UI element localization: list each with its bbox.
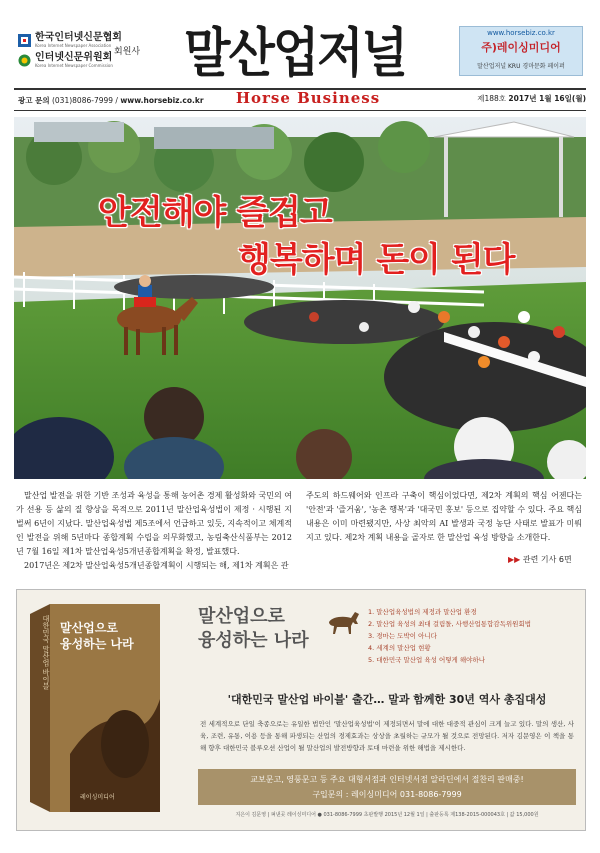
article-column-2	[306, 489, 582, 545]
section-title: Horse Business	[235, 89, 381, 107]
headline-line-1: 안전해야 즐겁고	[98, 193, 332, 233]
association-2-logo-icon	[18, 54, 31, 67]
ad-buy-line: 교보문고, 영풍문고 등 주요 대형서점과 인터넷서점 알라딘에서 절찬리 판매중!	[250, 775, 524, 784]
ad-chapter-list	[368, 606, 531, 666]
article-paragraph: 주도의 하드웨어와 인프라 구축이 핵심이었다면, 제2차 계획의 핵심 어젠다는 '안전'과 '즐거움', '농촌 행복'과 '대국민 홍보' 등으로 집약할 수 있다. 주요 핵심 내용은 이미 마련됐지만, 사상 최악의 AI 발생과 국정 농단 사태로 발표가 미뤄지고 있다. 제2차 계획 내용을 골자로 한 말산업 육성 방향을 소개한다.	[306, 491, 582, 542]
member-label: 회원사	[114, 47, 141, 57]
arrow-right-icon: ▶▶	[508, 555, 521, 564]
issue-date: 2017년 1월 16일(월)	[508, 94, 586, 103]
ad-chapter-item: 3. 경마는 도박이 아니다	[368, 632, 437, 640]
association-2-name: 인터넷신문위원회	[35, 51, 113, 63]
banner-sub: 말산업저널 KRU 경마문화 페이퍼	[477, 63, 565, 70]
book-spine-text: 대한민국 말산업 바이블	[42, 615, 50, 690]
association-1-logo-icon	[18, 34, 31, 47]
banner-brand: 주)레이싱미디어	[481, 41, 561, 54]
related-article-label: 관련 기사 6면	[522, 555, 572, 564]
association-1-en: Korea Internet Newspaper Association	[35, 42, 112, 48]
article-paragraph: 2017년은 제2차 말산업육성5개년종합계획이 시행되는 해, 제1차 계획은 관	[24, 561, 289, 570]
issue-number: 제188호	[477, 94, 507, 103]
ad-chapter-item: 5. 대한민국 말산업 육성 어떻게 해야하나	[368, 656, 485, 664]
ad-title-2: 융성하는 나라	[198, 630, 309, 651]
site-link[interactable]: www.horsebiz.co.kr	[120, 95, 204, 105]
masthead-title: 말산업저널	[184, 22, 406, 85]
ad-chapter-item: 1. 말산업육성법의 제정과 말산업 환경	[368, 608, 477, 616]
related-article-link[interactable]	[508, 554, 572, 565]
cover-photo	[14, 117, 586, 479]
racetrack-scene	[14, 117, 586, 479]
ad-purchase-box	[198, 769, 576, 805]
issue-info	[477, 93, 586, 104]
association-1-name: 한국인터넷신문협회	[35, 31, 122, 43]
article-paragraph: 말산업 발전을 위한 기반 조성과 육성을 통해 농어촌 경제 활성화와 국민의 여가 선용 등 삶의 질 향상을 목적으로 2011년 말산업육성법이 제정 · 시행된 지 벌써 6년이 지났다. 말산업육성법 제5조에서 언급하고 있듯, 지속적이고 체계적인 발전을 위해 5년마다 종합계획 수립을 의무화했고, 농림축산식품부는 2012년 7월 16일 제1차 말산업육성5개년종합계획을 확정, 발표했다.	[16, 491, 292, 556]
book-cover-title-2: 융성하는 나라	[60, 637, 134, 651]
ad-title	[198, 605, 309, 653]
book-publisher: 레이싱미디어	[80, 794, 115, 801]
ad-inquiry-phone: (031)8086-7999	[51, 95, 114, 105]
ad-title-1: 말산업으로	[198, 606, 285, 627]
horse-icon	[325, 608, 363, 636]
headline-line-2: 행복하며 돈이 된다	[238, 240, 515, 280]
ad-inquiry: 광고 문의 (031)8086-7999 / www.horsebiz.co.kr	[18, 95, 204, 105]
book-cover-title	[60, 620, 134, 652]
ad-chapter-item: 4. 세계의 말산업 현황	[368, 644, 431, 652]
association-2-en: Korea Internet Newspaper Commission	[35, 62, 113, 68]
racing-media-banner[interactable]	[459, 26, 583, 76]
ad-headline: '대한민국 말산업 바이블' 출간… 말과 함께한 30년 역사 총집대성	[227, 693, 547, 706]
ad-footer: 지은이 김문영 | 펴낸곳 레이싱미디어 ● 031-8086-7999 초판발행 2015년 12월 1일 | 출판등록 제138-2015-000043호 | 값 15,000원	[235, 812, 539, 818]
ad-description: 전 세계적으로 단일 축종으로는 유일한 법안인 '말산업육성법'이 제정되면서 말에 대한 대중적 관심이 크게 늘고 있다. 말의 생산, 사육, 조련, 유통, 이용 등을 통해 파생되는 산업의 경제효과는 상상을 초월하는 규모가 될 것으로 전망된다. 저자 김문영은 이 책을 통해 향후 대한민국 블루오션 산업이 될 말산업의 발전방향과 토대 마련을 위한 해법을 제시한다.	[200, 720, 574, 752]
banner-url: www.horsebiz.co.kr	[487, 29, 555, 37]
book-cover-title-1: 말산업으로	[60, 621, 118, 635]
ad-chapter-item: 2. 말산업 육성의 최대 걸림돌, 사행산업통합감독위원회법	[368, 620, 532, 628]
ad-inquiry-label: 광고 문의	[18, 95, 50, 105]
article-column-1	[16, 489, 292, 573]
ad-order-line: 구입문의 : 레이싱미디어 031-8086-7999	[312, 790, 462, 799]
